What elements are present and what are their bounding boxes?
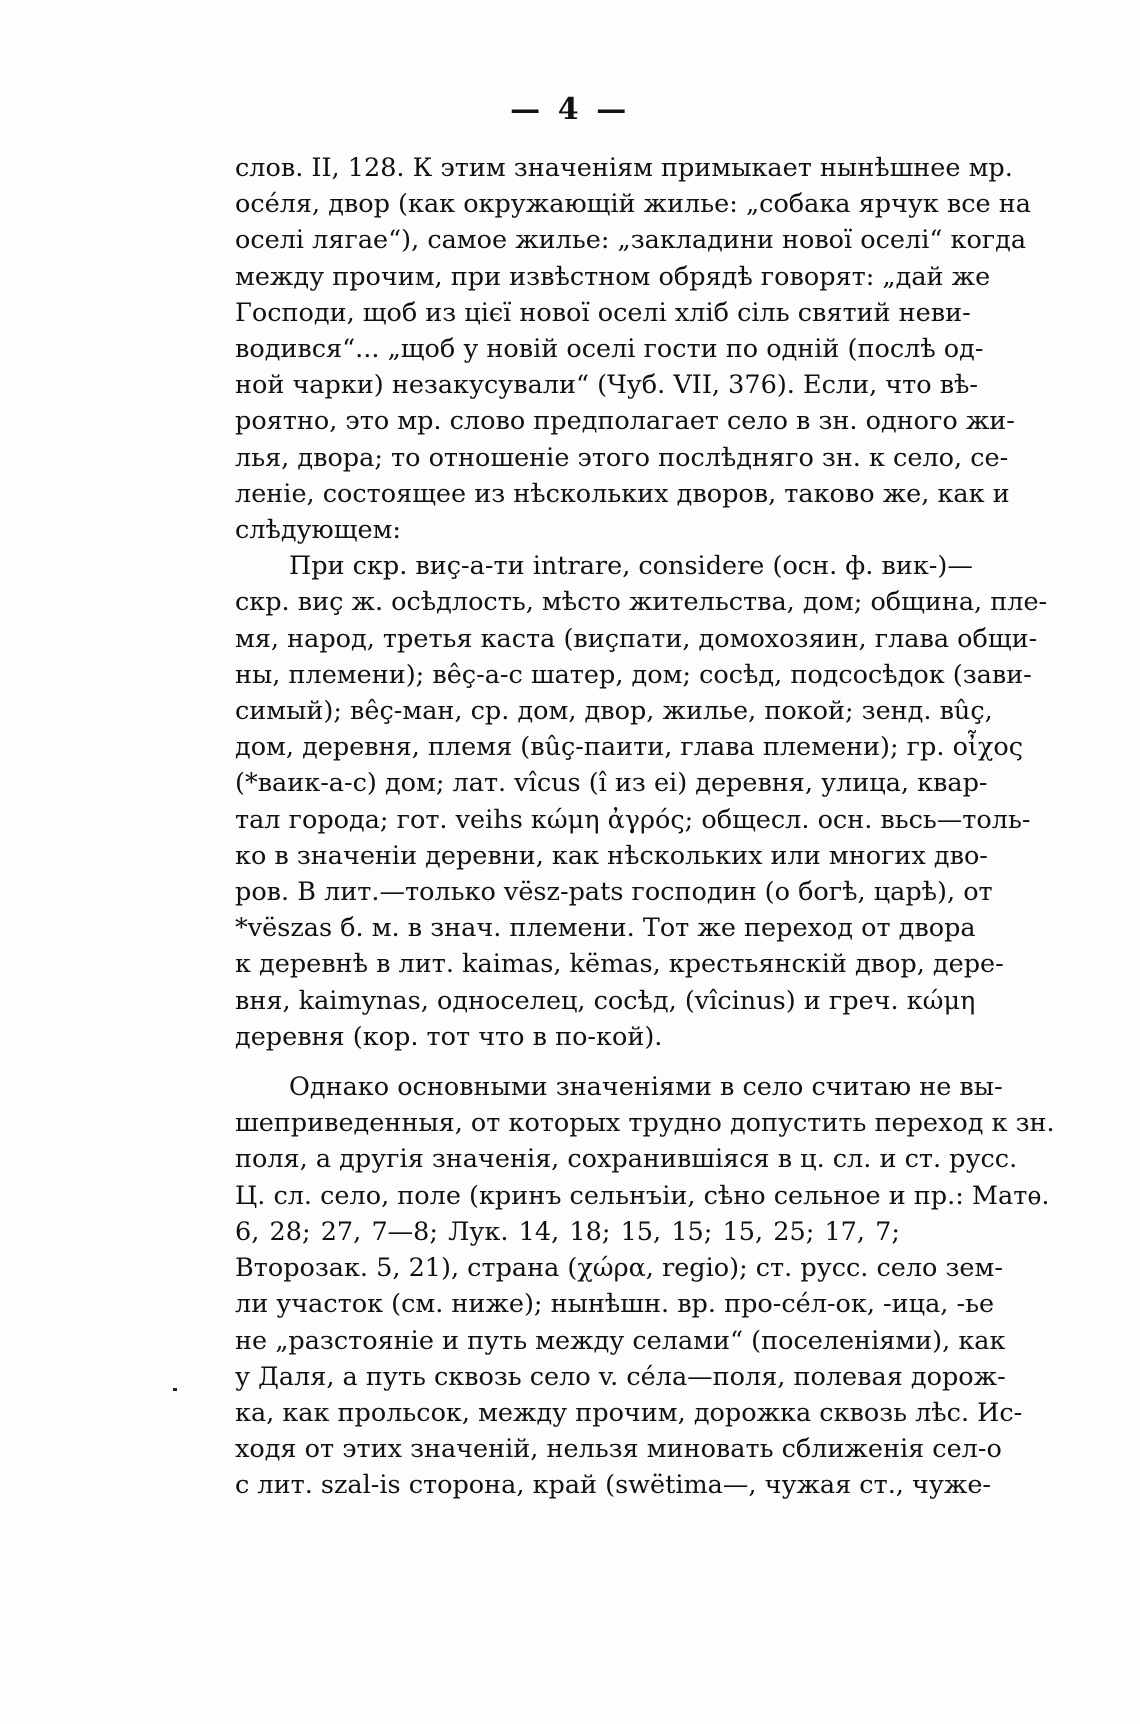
text-line: При скр. виç-а-ти intrare, considere (осн. ф. вик-)— <box>289 551 973 582</box>
text-line: деревня (кор. тот что в по-кой). <box>235 1021 663 1052</box>
text-line: к деревнѣ в лит. kaimas, këmas, крестьянскій двор, дере- <box>235 949 1004 980</box>
scan-speck <box>173 1388 177 1391</box>
text-line: поля, а другія значенія, сохранившіяся в ц. сл. и ст. русс. <box>235 1144 1018 1175</box>
text-line: оселі лягае“), самое жилье: „закладини нової оселі“ когда <box>235 225 1027 256</box>
text-line: вня, kaimynas, односелец, сосѣд, (vîcinus) и греч. κώμη <box>235 985 976 1016</box>
text-line: слов. II, 128. К этим значеніям примыкает нынѣшнее мр. <box>235 153 1013 183</box>
text-line: мя, народ, третья каста (виçпати, домохозяин, глава общи- <box>235 623 1038 654</box>
body-text <box>235 150 1055 1504</box>
text-line: Господи, щоб из цієї нової оселі хліб сіль святий неви- <box>235 297 971 328</box>
text-line: ны, племени); вêç-а-с шатер, дом; сосѣд, подсосѣдок (зави- <box>235 659 1032 690</box>
paragraph-2 <box>235 548 1048 1055</box>
text-line: у Даля, а путь сквозь село v. се́ла—поля, полевая дорож- <box>235 1361 1006 1392</box>
text-line: симый); вêç-ман, ср. дом, двор, жилье, покой; зенд. вûç, <box>235 696 993 727</box>
text-line: слѣдующем: <box>235 515 401 546</box>
text-line: 6, 28; 27, 7—8; Лук. 14, 18; 15, 15; 15, 25; 17, 7; <box>235 1216 900 1247</box>
paragraph-gap <box>235 1055 900 1069</box>
text-line: тал города; гот. veihs κώμη ἀγρός; общесл. осн. вьсь—толь- <box>235 804 1031 835</box>
text-line: ходя от этих значеній, нельзя миновать сближенія сел-о <box>235 1434 1002 1465</box>
text-line: скр. виç ж. осѣдлость, мѣсто жительства, дом; община, пле- <box>235 587 1048 618</box>
text-line: осе́ля, двор (как окружающій жилье: „собака ярчук все на <box>235 189 1031 220</box>
text-line: шеприведенныя, от которых трудно допустить переход к зн. <box>235 1108 1055 1139</box>
paragraph-1 <box>235 150 1031 548</box>
text-line: Однако основными значеніями в село считаю не вы- <box>289 1072 1003 1103</box>
text-line: не „разстояніе и путь между селами“ (поселеніями), как <box>235 1325 1006 1356</box>
text-line: *vëszas б. м. в знач. племени. Тот же переход от двора <box>235 913 976 944</box>
text-line: лья, двора; то отношеніе этого послѣдняго зн. к село, се- <box>235 442 1009 473</box>
text-line: с лит. szal-is сторона, край (swëtima—, чужая ст., чуже- <box>235 1470 992 1501</box>
text-line: роятно, это мр. слово предполагает село в зн. одного жи- <box>235 406 1015 437</box>
text-line: леніе, состоящее из нѣскольких дворов, таково же, как и <box>235 478 1010 509</box>
text-line: ка, как прольсок, между прочим, дорожка сквозь лѣс. Ис- <box>235 1397 1023 1428</box>
page-number: — 4 — <box>510 92 630 127</box>
paragraph-3 <box>235 1069 1055 1503</box>
text-line: между прочим, при извѣстном обрядѣ говорят: „дай же <box>235 261 991 292</box>
text-line: ров. В лит.—только vësz-pats господин (о богѣ, царѣ), от <box>235 877 993 908</box>
text-line: ко в значеніи деревни, как нѣскольких или многих дво- <box>235 840 988 871</box>
text-line: ли участок (см. ниже); нынѣшн. вр. про-се́л-ок, -ица, -ье <box>235 1289 995 1320</box>
text-line: ной чарки) незакусували“ (Чуб. VII, 376). Если, что вѣ- <box>235 370 979 401</box>
text-line: (*ваик-а-с) дом; лат. vîcus (î из ei) деревня, улица, квар- <box>235 768 988 799</box>
text-line: дом, деревня, племя (вûç-паити, глава племени); гр. οἶχος <box>235 732 1024 763</box>
text-line: Ц. сл. село, поле (кринъ сельнъіи, сѣно сельное и пр.: Матѳ. <box>235 1180 1050 1211</box>
text-line: Второзак. 5, 21), страна (χώρα, regio); ст. русс. село зем- <box>235 1253 1003 1284</box>
text-line: водився“... „щоб у новій оселі гости по одній (послѣ од- <box>235 334 984 365</box>
